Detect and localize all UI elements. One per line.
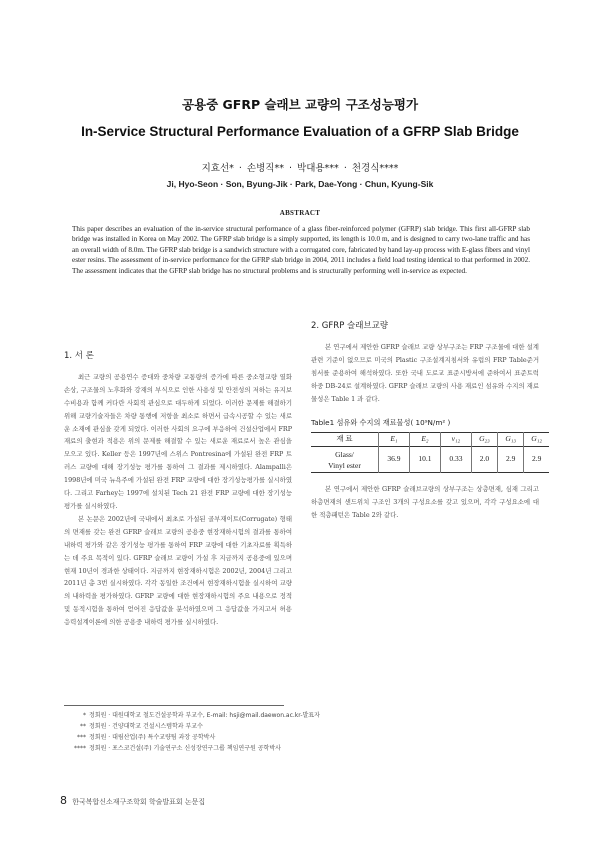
table-cell: 2.9 — [524, 447, 549, 473]
footnotes — [64, 710, 524, 754]
footnote-divider — [64, 705, 284, 706]
material-name: Glass/ Vinyl ester — [328, 449, 361, 470]
section-1-paragraph-1: 최근 교량의 공용연수 증대와 중차량 교통량의 증가에 따른 중소형교량 열화손상, 구조물의 노후화와 강재의 부식으로 인한 사용성 및 안전성의 저하는 유지보수비용과 함께 커다란 사회적 관심으로 대두하게 되었다. 이러한 문제를 해결하기 위해 교량기술자들은 차량 통행에 저항을 최소로 하면서 급속시공할 수 있는 새로운 소재에 관심을 갖게 되었다. 이러한 사회의 요구에 부응하여 건설산업에서 FRP재료의 출현과 적용은 위의 문제를 해결할 수 있는 새로운 재료로서 높은 관심을 모으고 있다. Keller 등은 1997년에 스위스 Pontresina에 가설된 완전 FRP 트러스 교량에 대해 장기성능 평가를 통하여 그 결과를 제시하였다. Alampalli은 1998년에 미국 뉴욕주에 가설된 완전 FRP 교량에 대한 장기성능평가를 실시하였다. 그리고 Farhey는 1997에 설치된 Tech 21 완전 FRP 교량에 대한 장기성능 평가를 실시하였다. — [64, 372, 292, 510]
section-1-paragraph-2: 본 논문은 2002년에 국내에서 최초로 가설된 골부재이트(Corrugate) 형태의 면재를 갖는 완전 GFRP 슬래브 교량의 공용중 현장재하시험의 결과를 통하여 내하력 평가와 같은 장기성능 평가를 통하여 FRP 교량에 대한 기초자료를 획득하는 데 주요 목적이 있다. GFRP 슬래브 교량이 가설 후 지금까지 공용중에 있으며 현재 10년이 경과한 상태이다. 지금까지 현장재하시험은 2002년, 2004년 그리고 2011년 총 3번 실시하였다. 각각 동일한 조건에서 현장재하시험을 실시하여 교량의 내하력을 평가하였다. GFRP 교량에 대한 현장재하시험의 주요 내용으로 정적 및 동적시험을 통하여 얻어진 응답값을 분석하였으며 그 응답값을 가지고서 허용응력설계이론에 의한 공용중 내하력 평가를 실시하였다. — [64, 514, 292, 627]
footnote: *** 정회원 · 대림산업(주) 특수교량팀 과장 공학박사 — [77, 734, 216, 741]
footnote: ** 정회원 · 건양대학교 건설시스템학과 부교수 — [80, 723, 203, 730]
table-header-row — [311, 433, 549, 447]
table-header-cell: E₂ — [409, 433, 440, 447]
table-header-cell: G₂₃ — [471, 433, 497, 447]
authors-english: Ji, Hyo-Seon · Son, Byung-Jik · Park, Dae-Yong · Chun, Kyung-Sik — [166, 179, 434, 189]
table-header-cell: G₁₂ — [524, 433, 549, 447]
footnote: **** 정회원 · 포스코건설(주) 기술연구소 신성장연구그룹 책임연구원 공학박사 — [74, 745, 281, 752]
table-cell: 0.33 — [440, 447, 471, 473]
left-column — [64, 350, 292, 629]
page-number: 8 — [60, 794, 67, 807]
table-cell: 36.9 — [379, 447, 410, 473]
table-cell: 10.1 — [409, 447, 440, 473]
material-name-cell — [311, 447, 379, 473]
section-2-paragraph-1: 본 연구에서 제안한 GFRP 슬래브 교량 상부구조는 FRP 구조물에 대한 설계관련 기준이 없으므로 미국의 Plastic 구조설계지침서와 유럽의 FRP Table준거침서를 준용하여 해석하였다. 또한 국내 도로교 표준시방서에 준하여서 표준트럭하중 DB-24로 설계하였다. GFRP 슬래브 교량의 사용 재료인 섬유와 수지의 재료물성은 Table 1 과 같다. — [311, 342, 539, 403]
table-cell: 2.9 — [498, 447, 524, 473]
table-header-cell: 재 료 — [336, 434, 353, 444]
table-header-cell: E₁ — [379, 433, 410, 447]
table-1-caption: Table1 섬유와 수지의 재료물성( 10⁹N/m² ) — [311, 418, 451, 428]
section-2-heading: 2. GFRP 슬래브교량 — [311, 321, 389, 331]
right-column — [311, 320, 542, 522]
table-row — [311, 447, 549, 473]
table-cell: 2.0 — [471, 447, 497, 473]
abstract-heading: ABSTRACT — [279, 209, 321, 217]
material-properties-table — [311, 432, 549, 473]
authors-korean: 지효선* · 손병직** · 박대용*** · 천경식**** — [201, 163, 399, 174]
conference-name: 한국복합신소재구조학회 학술발표회 논문집 — [72, 798, 206, 806]
section-1-heading: 1. 서 론 — [64, 351, 94, 361]
abstract-text: This paper describes an evaluation of the in-service structural performance of a glass fiber-reinforced polymer (GFRP) slab bridge. This first all-GFRP slab bridge was installed in Korea on May 2002. The GFRP slab bridge is a simply supported, its length is 10.0 m, and is designed to carry two-lane traffic and has an overall width of 8.0m. The GFRP slab bridge is a sandwich structure with a corrugated core, fabricated by hand lay-up process with E-glass fibers and vinyl ester resins. The assessment of in-service performance for the GFRP slab bridge in 2004, 2011 includes a field load testing identical to that performed in 2002. The assessment indicates that the GFRP slab bridge has no structural problems and is structurally performing well in-service as expected. — [72, 225, 530, 275]
table-header-cell: G₁₃ — [498, 433, 524, 447]
paper-title-english: In-Service Structural Performance Evaluation of a GFRP Slab Bridge — [81, 124, 519, 139]
paper-title-korean: 공용중 GFRP 슬래브 교량의 구조성능평가 — [181, 97, 419, 112]
page-footer — [60, 794, 205, 807]
footnote: * 정회원 · 대원대학교 철도건설공학과 부교수, E-mail: hsji@mail.daewon.ac.kr-발표자 — [83, 712, 320, 719]
table-header-cell: ν₁₂ — [440, 433, 471, 447]
section-2-paragraph-2: 본 연구에서 제안한 GFRP 슬래브교량의 상부구조는 상층면재, 심재 그리고 하층면재의 샌드위치 구조인 3개의 구성요소를 갖고 있으며, 각각 구성요소에 대한 적층패턴은 Table 2와 같다. — [311, 485, 539, 520]
